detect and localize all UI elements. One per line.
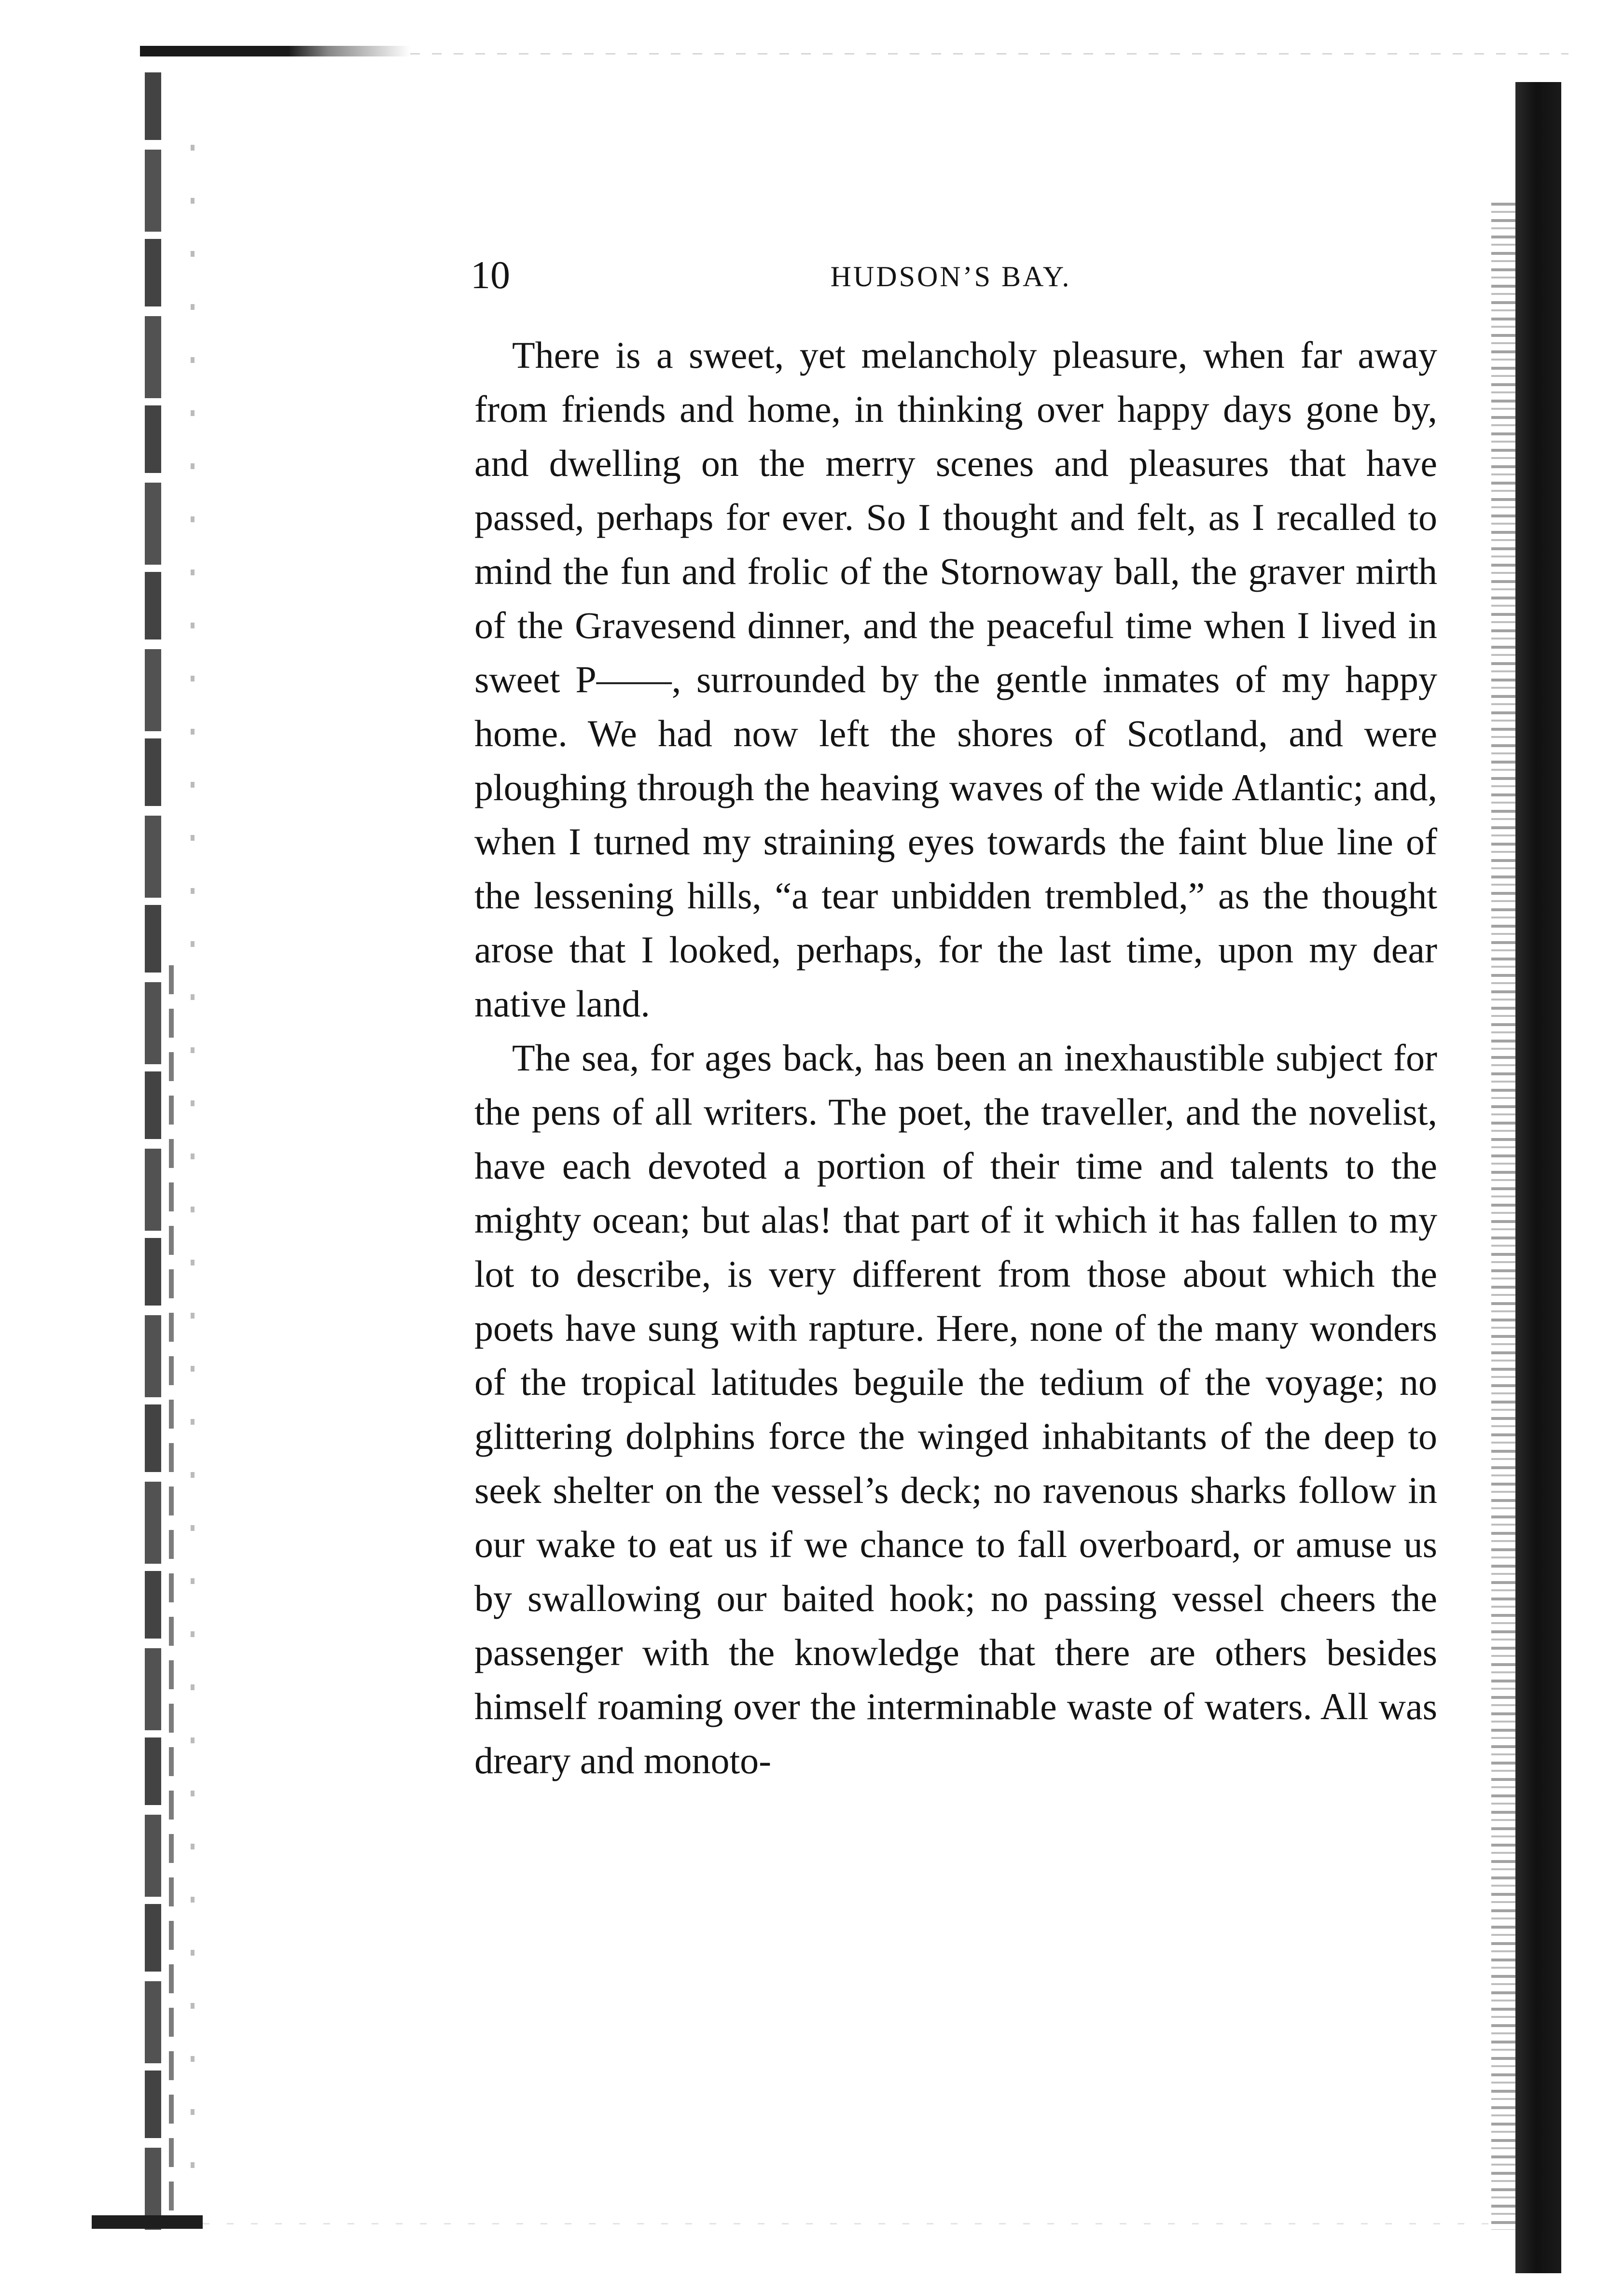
- scan-page-edge-right: [1515, 82, 1561, 2273]
- body-text: [474, 328, 1437, 1788]
- scan-edge-bottom-left: [92, 2215, 203, 2229]
- running-head: HUDSON’S BAY.: [830, 261, 1071, 292]
- scan-edge-bottom: [203, 2223, 1506, 2224]
- scan-binding-shadow-left-thin: [169, 965, 174, 2220]
- page-number: 10: [471, 253, 510, 297]
- paragraph: There is a sweet, yet melancholy pleasure, when far away from friends and home, in thinking over happy days gone by, and dwelling on the merry scenes and pleasures that have passed, perhaps for ever. So I thought and felt, as I recalled to mind the fun and frolic of the Stornoway ball, the graver mirth of the Gravesend dinner, and the peaceful time when I lived in sweet P——, surrounded by the gentle inmates of my happy home. We had now left the shores of Scotland, and were ploughing through the heaving waves of the wide Atlantic; and, when I turned my straining eyes towards the faint blue line of the lessening hills, “a tear unbidden trembled,” as the thought arose that I looked, perhaps, for the last time, upon my dear native land.: [474, 334, 1437, 1025]
- scan-specks-left: [191, 145, 194, 2172]
- scan-binding-shadow-left: [145, 72, 161, 2235]
- scan-edge-top: [410, 53, 1568, 55]
- scan-edge-top-left: [140, 46, 410, 56]
- page-header: [471, 251, 1431, 299]
- paragraph: The sea, for ages back, has been an inexhaustible subject for the pens of all writers. The poet, the traveller, and the novelist, have each devoted a portion of their time and talents to the mighty ocean; but alas! that part of it which it has fallen to my lot to describe, is very different from those about which the poets have sung with rapture. Here, none of the many wonders of the tropical latitudes beguile the tedium of the voyage; no glittering dolphins force the winged inhabitants of the deep to seek shelter on the vessel’s deck; no ravenous sharks follow in our wake to eat us if we chance to fall overboard, or amuse us by swallowing our baited hook; no passing vessel cheers the passenger with the knowledge that there are others besides himself roaming over the interminable waste of waters. All was dreary and monoto-: [474, 1037, 1437, 1781]
